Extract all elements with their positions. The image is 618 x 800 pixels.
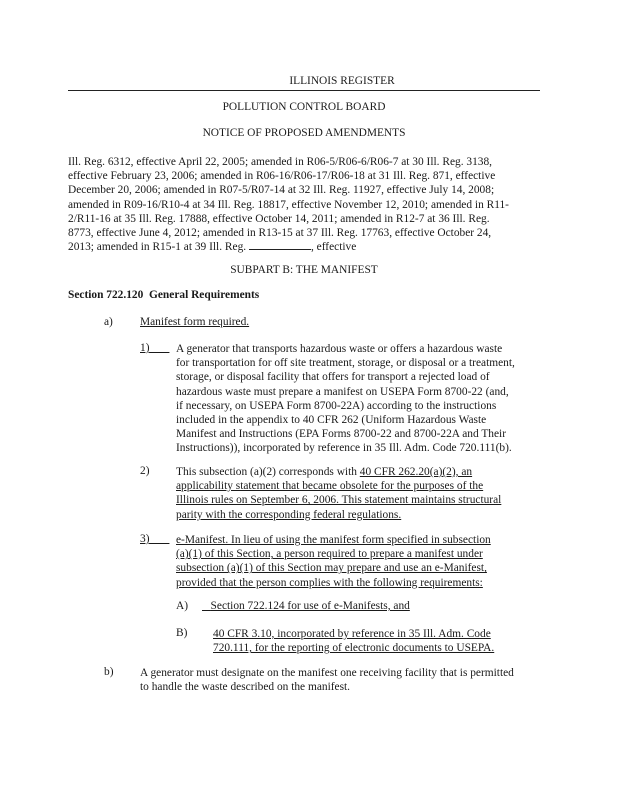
text-line: parity with the corresponding federal regulations. [176,508,402,521]
subsection-a1-text [176,342,546,456]
subsection-a-label: a) [104,316,113,328]
text-line: Illinois rules on September 6, 2006. This statement maintains structural [176,494,502,507]
text-line: e-Manifest. In lieu of using the manifest form specified in subsection [176,534,491,546]
subsection-a1-label: 1) [140,342,150,354]
subsection-b-text [140,666,550,694]
subsection-a3A-label: A) [176,600,189,612]
blank-register-number [249,240,311,250]
text-line: applicability statement that became obsolete for the purposes of the [176,480,484,493]
header-rule [68,90,540,91]
history-line: Ill. Reg. 6312, effective April 22, 2005; amended in R06-5/R06-6/R06-7 at 30 Ill. Reg. 3138, [68,156,493,168]
text-line: This subsection (a)(2) corresponds with 40 CFR 262.20(a)(2), an [176,466,473,478]
subsection-a3B-text [213,627,553,655]
history-line: 2/R11-16 at 35 Ill. Reg. 17888, effective October 14, 2011; amended in R12-7 at 36 Ill. Reg. [68,212,490,225]
text-line: 720.111, for the reporting of electronic documents to USEPA. [213,642,495,655]
section-number: Section 722.120 [68,289,144,301]
subsection-a2-label: 2) [140,465,150,477]
text-line: subsection (a)(1) of this Section may prepare and use an e-Manifest, [176,562,487,575]
history-line: amended in R09-16/R10-4 at 34 Ill. Reg. 18817, effective November 12, 2010; amended in R11- [68,198,509,211]
subsection-b-label: b) [104,666,114,678]
text-line: storage, or disposal facility that offers for transport a rejected load of [176,371,490,384]
text-line: if necessary, on USEPA Form 8700-22A) according to the instructions [176,399,497,412]
history-line: effective February 23, 2006; amended in R06-16/R06-17/R06-18 at 31 Ill. Reg. 871, effective [68,170,496,183]
subsection-a3-text [176,533,546,590]
history-line: 2013; amended in R15-1 at 39 Ill. Reg. , effective [68,240,548,254]
subsection-a-heading: Manifest form required. [140,316,250,328]
text-line: hazardous waste must prepare a manifest on USEPA Form 8700-22 (and, [176,385,509,398]
history-line: December 20, 2006; amended in R07-5/R07-14 at 32 Ill. Reg. 11927, effective July 14, 2008; [68,184,495,197]
subpart-heading: SUBPART B: THE MANIFEST [230,264,378,276]
subsection-a3A-text: Section 722.124 for use of e-Manifests, and [210,600,410,612]
effective-label: , effective [310,241,357,254]
subsection-a2-text [176,465,546,522]
board-title: POLLUTION CONTROL BOARD [222,101,386,113]
text-line: to handle the waste described on the manifest. [140,681,351,694]
history-line: 8773, effective June 4, 2012; amended in R13-15 at 37 Ill. Reg. 17763, effective October 24, [68,227,492,240]
section-heading [68,289,259,301]
register-title: ILLINOIS REGISTER [289,75,395,87]
text-line: provided that the person complies with the following requirements: [176,576,483,589]
text-line: 40 CFR 3.10, incorporated by reference in 35 Ill. Adm. Code [213,628,491,640]
text-line: Instructions)), incorporated by reference in 35 Ill. Adm. Code 720.111(b). [176,442,512,455]
text-line: A generator that transports hazardous waste or offers a hazardous waste [176,343,503,355]
text-line: (a)(1) of this Section, a person required to prepare a manifest under [176,548,483,561]
text-line: A generator must designate on the manifest one receiving facility that is permitted [140,667,514,679]
blank-effective-date [359,241,425,250]
text-line: Manifest and Instructions (EPA Forms 8700-22 and 8700-22A and Their [176,428,506,441]
subsection-a3-label: 3) [140,533,150,545]
notice-title: NOTICE OF PROPOSED AMENDMENTS [202,127,406,139]
section-title: General Requirements [149,289,260,301]
history-paragraph [68,155,548,254]
text-line: for transportation for off site treatment, storage, or disposal or a treatment, [176,357,515,370]
subsection-a3B-label: B) [176,627,188,639]
text-line: included in the appendix to 40 CFR 262 (Uniform Hazardous Waste [176,414,487,427]
